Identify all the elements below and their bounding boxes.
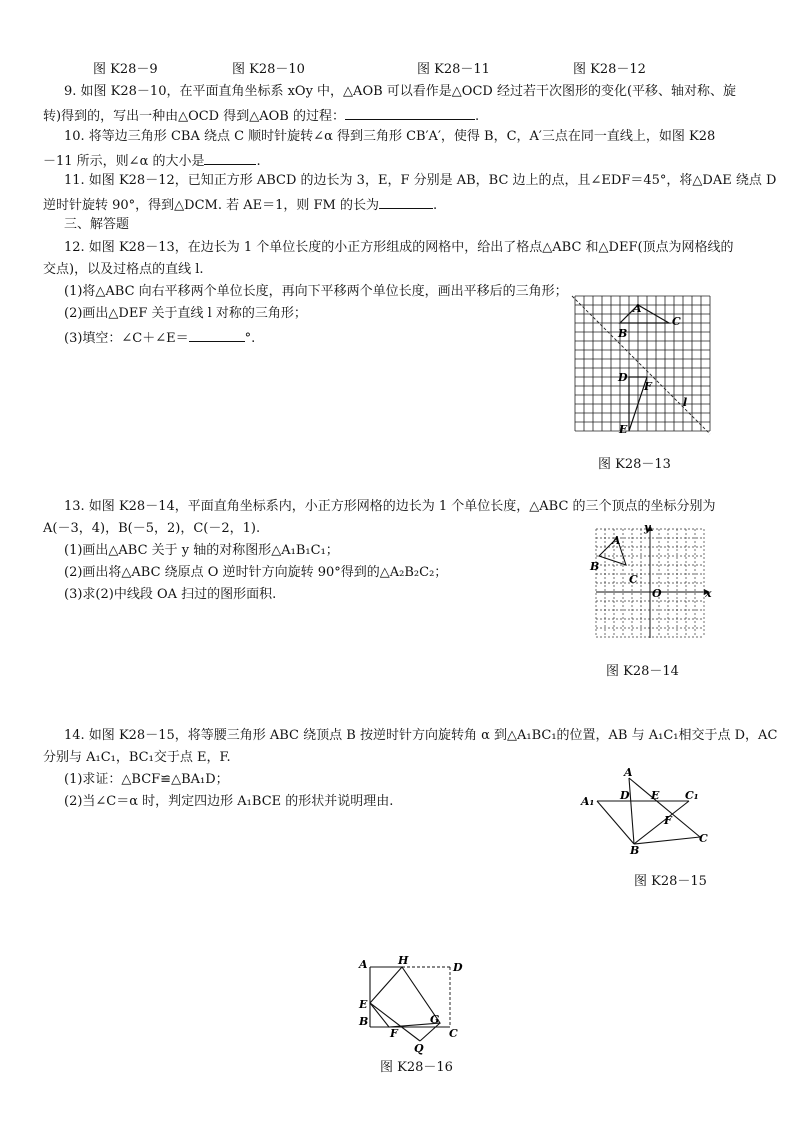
question-12-line-1: 12. 如图 K28－13，在边长为 1 个单位长度的小正方形组成的网格中，给出了格点△ABC 和△DEF(顶点为网格线的 xyxy=(64,240,734,255)
caption-fig-k28-10: 图 K28－10 xyxy=(232,62,305,77)
question-10-tail: . xyxy=(256,154,261,169)
label-c: C xyxy=(629,573,638,586)
question-14-line-2: 分别与 A₁C₁，BC₁交于点 E，F. xyxy=(43,750,231,765)
label-h: H xyxy=(398,954,409,967)
figure-k28-16 xyxy=(356,955,468,1055)
label-a1: A₁ xyxy=(581,795,595,808)
label-g: G xyxy=(430,1013,440,1026)
question-9-line-1: 9. 如图 K28－10，在平面直角坐标系 xOy 中，△AOB 可以看作是△OCD 经过若干次图形的变化(平移、轴对称、旋 xyxy=(64,84,737,99)
label-c: C xyxy=(449,1027,458,1040)
label-d: D xyxy=(453,961,463,974)
question-13-sub-1: (1)画出△ABC 关于 y 轴的对称图形△A₁B₁C₁； xyxy=(64,543,339,558)
label-o: O xyxy=(652,587,662,600)
label-a: A xyxy=(612,534,621,547)
label-b: B xyxy=(359,1015,369,1028)
label-y: y xyxy=(644,521,651,534)
figure-k28-14 xyxy=(588,522,713,642)
question-10-text: －11 所示，则∠α 的大小是 xyxy=(43,154,205,169)
label-a: A xyxy=(624,766,633,779)
question-13-sub-2: (2)画出将△ABC 绕原点 O 逆时针方向旋转 90°得到的△A₂B₂C₂； xyxy=(64,565,448,580)
figure-k28-15 xyxy=(580,766,715,856)
label-c1: C₁ xyxy=(685,789,699,802)
question-14-sub-2: (2)当∠C＝α 时，判定四边形 A₁BCE 的形状并说明理由. xyxy=(64,794,394,809)
label-e: E xyxy=(619,423,628,436)
question-13-line-2: A(－3，4)，B(－5，2)，C(－2，1). xyxy=(43,521,261,536)
caption-fig-k28-13: 图 K28－13 xyxy=(598,457,671,472)
label-c: C xyxy=(672,315,681,328)
label-a: A xyxy=(359,958,368,971)
caption-fig-k28-12: 图 K28－12 xyxy=(573,62,646,77)
caption-fig-k28-9: 图 K28－9 xyxy=(93,62,158,77)
label-e: E xyxy=(651,789,660,802)
question-12-sub-3-tail: °. xyxy=(244,331,256,346)
question-9-tail: . xyxy=(474,109,480,124)
answer-blank[interactable] xyxy=(204,151,256,165)
caption-fig-k28-14: 图 K28－14 xyxy=(606,664,679,679)
segment-b-c1 xyxy=(634,801,689,844)
question-10-line-2 xyxy=(43,151,261,170)
question-14-line-1: 14. 如图 K28－15，将等腰三角形 ABC 绕顶点 B 按逆时针方向旋转角 α 到△A₁BC₁的位置，AB 与 A₁C₁相交于点 D，AC xyxy=(64,728,778,743)
label-x: x xyxy=(705,587,712,600)
label-f: F xyxy=(390,1027,398,1040)
question-13-sub-3: (3)求(2)中线段 OA 扫过的图形面积. xyxy=(64,587,277,602)
label-b: B xyxy=(618,327,628,340)
question-12-sub-2: (2)画出△DEF 关于直线 l 对称的三角形； xyxy=(64,306,307,321)
label-q: Q xyxy=(414,1042,424,1055)
label-d: D xyxy=(620,789,630,802)
question-14-sub-1: (1)求证：△BCF≌△BA₁D； xyxy=(64,772,229,787)
question-12-sub-3-text: (3)填空：∠C＋∠E＝ xyxy=(64,331,189,346)
segment-a-c xyxy=(629,778,700,837)
label-a: A xyxy=(633,302,642,315)
question-11-tail: . xyxy=(433,198,438,213)
answer-blank[interactable] xyxy=(189,328,245,342)
question-9-text: 转)得到的，写出一种由△OCD 得到△AOB 的过程： xyxy=(43,109,345,124)
label-d: D xyxy=(618,371,628,384)
label-e: E xyxy=(359,998,368,1011)
label-f: F xyxy=(644,380,652,393)
segment-b-c xyxy=(634,837,700,844)
question-9-line-2 xyxy=(43,106,479,125)
question-12-line-2: 交点)，以及过格点的直线 l. xyxy=(43,262,204,277)
question-11-text: 逆时针旋转 90°，得到△DCM. 若 AE＝1，则 FM 的长为 xyxy=(43,198,379,213)
question-11-line-1: 11. 如图 K28－12，已知正方形 ABCD 的边长为 3，E，F 分别是 AB，BC 边上的点，且∠EDF＝45°，将△DAE 绕点 D xyxy=(64,173,777,188)
grid xyxy=(575,296,710,431)
label-line-l: l xyxy=(683,396,688,409)
caption-fig-k28-11: 图 K28－11 xyxy=(417,62,490,77)
label-b: B xyxy=(590,560,600,573)
answer-blank[interactable] xyxy=(379,195,433,209)
question-12-sub-1: (1)将△ABC 向右平移两个单位长度，再向下平移两个单位长度，画出平移后的三角形； xyxy=(64,284,568,299)
question-13-line-1: 13. 如图 K28－14，平面直角坐标系内，小正方形网格的边长为 1 个单位长度，△ABC 的三个顶点的坐标分别为 xyxy=(64,499,716,514)
answer-blank[interactable] xyxy=(345,106,475,120)
label-c: C xyxy=(699,832,708,845)
figure-k28-13 xyxy=(570,293,715,438)
caption-fig-k28-16: 图 K28－16 xyxy=(380,1060,453,1075)
label-f: F xyxy=(664,814,672,827)
question-12-sub-3 xyxy=(64,328,255,347)
label-b: B xyxy=(630,844,640,857)
segment-a-b xyxy=(629,778,634,844)
segment-a1-b xyxy=(597,801,634,844)
question-11-line-2 xyxy=(43,195,437,214)
caption-fig-k28-15: 图 K28－15 xyxy=(634,874,707,889)
section-heading: 三、解答题 xyxy=(64,217,130,232)
question-10-line-1: 10. 将等边三角形 CBA 绕点 C 顺时针旋转∠α 得到三角形 CB′A′，使得 B，C，A′三点在同一直线上，如图 K28 xyxy=(64,129,716,144)
